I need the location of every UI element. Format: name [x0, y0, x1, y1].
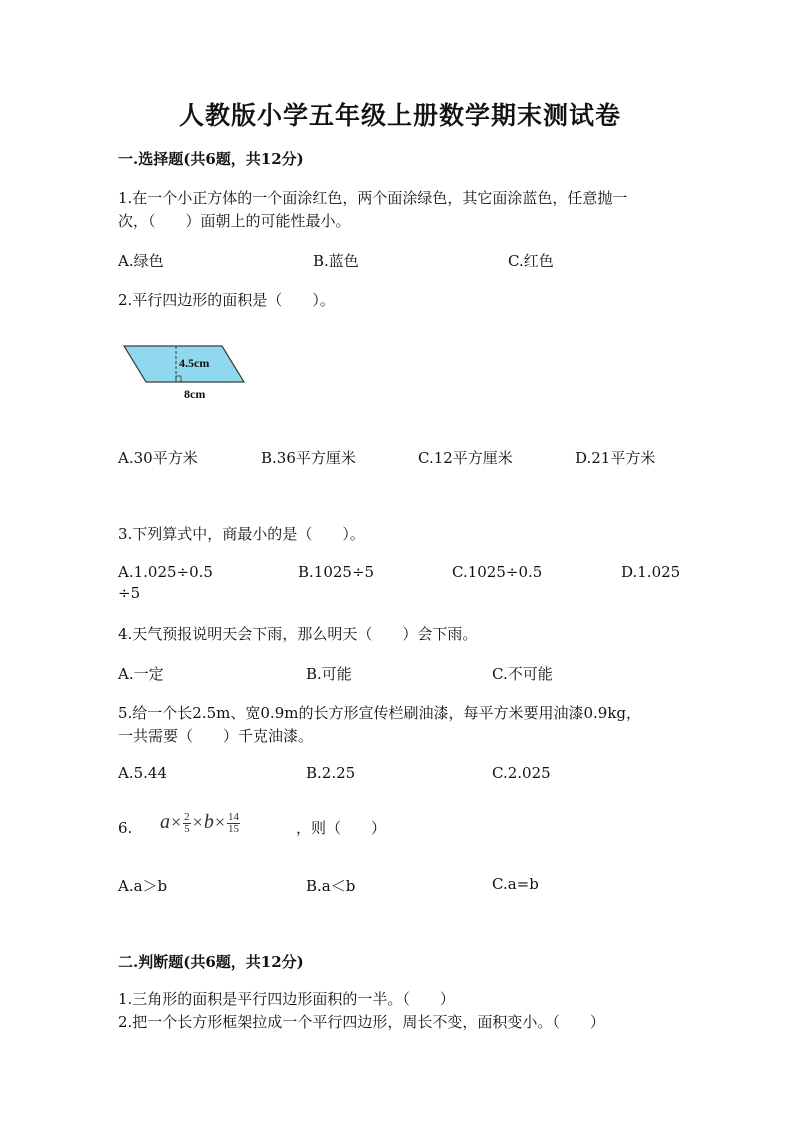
question-2-option-d[interactable]: D.21平方米 [575, 449, 656, 467]
question-6-suffix: ，则（ ） [296, 819, 387, 837]
question-1-line-2: 次，（ ）面朝上的可能性最小。 [118, 212, 351, 230]
expr-fraction-1 [183, 812, 191, 835]
question-1-line-1: 1.在一个小正方体的一个面涂红色，两个面涂绿色，其它面涂蓝色，任意抛一 [118, 189, 628, 207]
question-3-option-d-wrap: ÷5 [118, 584, 141, 602]
question-5-option-b[interactable]: B.2.25 [306, 764, 356, 782]
question-6-number: 6. [118, 819, 133, 837]
question-2-option-c[interactable]: C.12平方厘米 [418, 449, 513, 467]
question-6-option-a[interactable]: A.a＞b [118, 877, 168, 895]
question-3-text: 3.下列算式中，商最小的是（ ）。 [118, 525, 365, 543]
base-label: 8cm [184, 387, 206, 401]
question-4-option-a[interactable]: A.一定 [118, 665, 164, 683]
page-title: 人教版小学五年级上册数学期末测试卷 [178, 101, 621, 130]
question-4-option-c[interactable]: C.不可能 [492, 665, 553, 683]
question-5-option-a[interactable]: A.5.44 [118, 764, 167, 782]
question-1-option-a[interactable]: A.绿色 [118, 252, 164, 270]
expr-times-2: × [192, 812, 203, 832]
question-2-text: 2.平行四边形的面积是（ ）。 [118, 291, 335, 309]
question-6-expression [160, 811, 241, 835]
question-5-option-c[interactable]: C.2.025 [492, 764, 551, 782]
expr-var-a: a [160, 811, 170, 833]
question-3-option-d[interactable]: D.1.025 [621, 563, 681, 581]
question-5-line-2: 一共需要（ ）千克油漆。 [118, 727, 314, 745]
question-3-option-b[interactable]: B.1025÷5 [298, 563, 375, 581]
question-4-text: 4.天气预报说明天会下雨，那么明天（ ）会下雨。 [118, 625, 478, 643]
judgement-question-2: 2.把一个长方形框架拉成一个平行四边形，周长不变，面积变小。（ ） [118, 1013, 605, 1031]
question-1-option-b[interactable]: B.蓝色 [313, 252, 359, 270]
fraction-2-numerator: 14 [227, 810, 239, 823]
expr-times-1: × [171, 812, 182, 832]
question-4-option-b[interactable]: B.可能 [306, 665, 352, 683]
expr-var-b: b [203, 811, 214, 833]
section-heading-judgement: 二.判断题(共6题，共12分) [118, 953, 304, 971]
fraction-1-numerator: 2 [184, 810, 190, 823]
section-heading-choice: 一.选择题(共6题，共12分) [118, 150, 304, 168]
question-2-option-a[interactable]: A.30平方米 [118, 449, 198, 467]
question-5-line-1: 5.给一个长2.5m、宽0.9m的长方形宣传栏刷油漆，每平方米要用油漆0.9kg， [118, 704, 642, 722]
judgement-question-1: 1.三角形的面积是平行四边形面积的一半。（ ） [118, 990, 455, 1008]
question-6-option-b[interactable]: B.a＜b [306, 877, 356, 895]
height-label: 4.5cm [179, 356, 210, 370]
question-3-option-c[interactable]: C.1025÷0.5 [452, 563, 543, 581]
parallelogram-figure [118, 338, 258, 408]
question-3-option-a[interactable]: A.1.025÷0.5 [118, 563, 213, 581]
question-6-option-c[interactable]: C.a=b [492, 875, 539, 893]
question-1-option-c[interactable]: C.红色 [508, 252, 554, 270]
fraction-1-denominator: 5 [184, 822, 190, 835]
fraction-2-denominator: 15 [227, 822, 239, 835]
expr-fraction-2 [227, 812, 240, 835]
expr-times-3: × [214, 812, 225, 832]
question-2-option-b[interactable]: B.36平方厘米 [261, 449, 356, 467]
